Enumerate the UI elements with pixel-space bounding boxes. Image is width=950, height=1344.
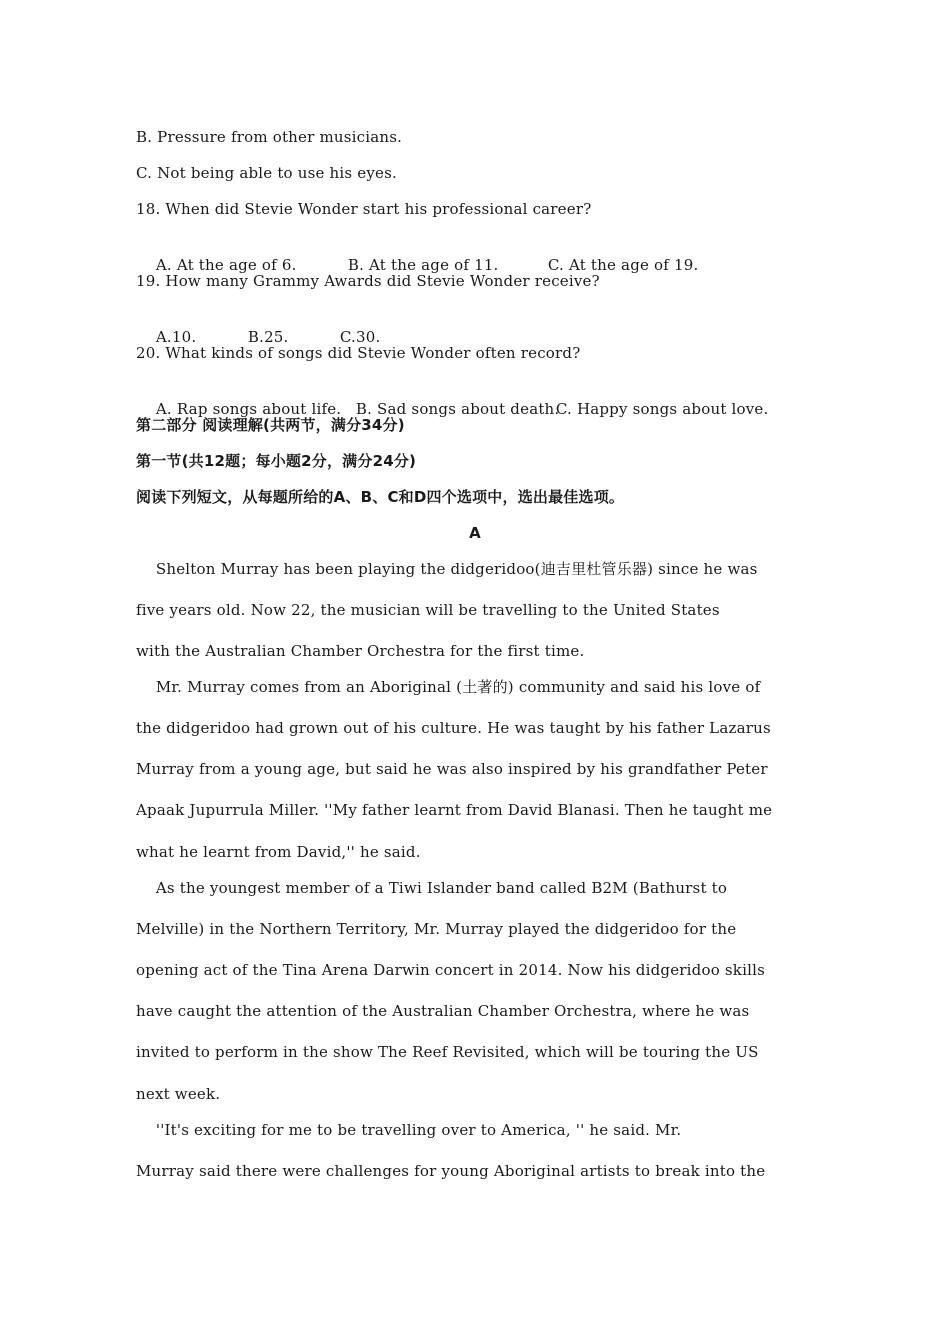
q20-stem: 20. What kinds of songs did Stevie Wonder often record? [136, 344, 581, 362]
q18-option-a: A. At the age of 6. [155, 256, 297, 274]
section-subtitle: 第一节(共12题；每小题2分，满分24分) [136, 452, 417, 470]
q17-option-b: B. Pressure from other musicians. [136, 128, 403, 146]
passage-line: Murray said there were challenges for young Aboriginal artists to break into the [136, 1162, 766, 1180]
passage-line: Apaak Jupurrula Miller. ''My father learnt from David Blanasi. Then he taught me [136, 801, 773, 819]
passage-line: As the youngest member of a Tiwi Islander band called B2M (Bathurst to [136, 879, 728, 897]
q20-option-a: A. Rap songs about life. [155, 400, 342, 418]
passage-line: next week. [136, 1085, 221, 1103]
instruction: 阅读下列短文，从每题所给的A、B、C和D四个选项中，选出最佳选项。 [136, 488, 625, 506]
passage-line: have caught the attention of the Australian Chamber Orchestra, where he was [136, 1002, 750, 1020]
q18-stem: 18. When did Stevie Wonder start his professional career? [136, 200, 592, 218]
q17-option-c: C. Not being able to use his eyes. [136, 164, 397, 182]
q20-option-c: C. Happy songs about love. [555, 400, 769, 418]
passage-line: invited to perform in the show The Reef Revisited, which will be touring the US [136, 1043, 759, 1061]
passage-line: with the Australian Chamber Orchestra for the first time. [136, 642, 585, 660]
passage-line: Murray from a young age, but said he was also inspired by his grandfather Peter [136, 760, 768, 778]
q20-option-b: B. Sad songs about death. [355, 400, 560, 418]
passage-line: five years old. Now 22, the musician will be travelling to the United States [136, 601, 720, 619]
q19-stem: 19. How many Grammy Awards did Stevie Wonder receive? [136, 272, 600, 290]
part-title: 第二部分 阅读理解(共两节，满分34分) [136, 416, 405, 434]
passage-label: A [469, 524, 481, 542]
passage-line: opening act of the Tina Arena Darwin concert in 2014. Now his didgeridoo skills [136, 961, 765, 979]
passage-line: Melville) in the Northern Territory, Mr. Murray played the didgeridoo for the [136, 920, 737, 938]
passage-line: Shelton Murray has been playing the didgeridoo(迪吉里杜管乐器) since he was [136, 560, 758, 578]
passage-line: the didgeridoo had grown out of his culture. He was taught by his father Lazarus [136, 719, 771, 737]
q19-option-b: B.25. [247, 328, 289, 346]
passage-line: Mr. Murray comes from an Aboriginal (土著的) community and said his love of [136, 678, 761, 696]
q19-option-a: A.10. [155, 328, 197, 346]
q18-option-c: C. At the age of 19. [547, 256, 699, 274]
passage-line: what he learnt from David,'' he said. [136, 843, 421, 861]
passage-line: ''It's exciting for me to be travelling over to America, '' he said. Mr. [136, 1121, 682, 1139]
q19-option-c: C.30. [339, 328, 381, 346]
q18-option-b: B. At the age of 11. [347, 256, 499, 274]
